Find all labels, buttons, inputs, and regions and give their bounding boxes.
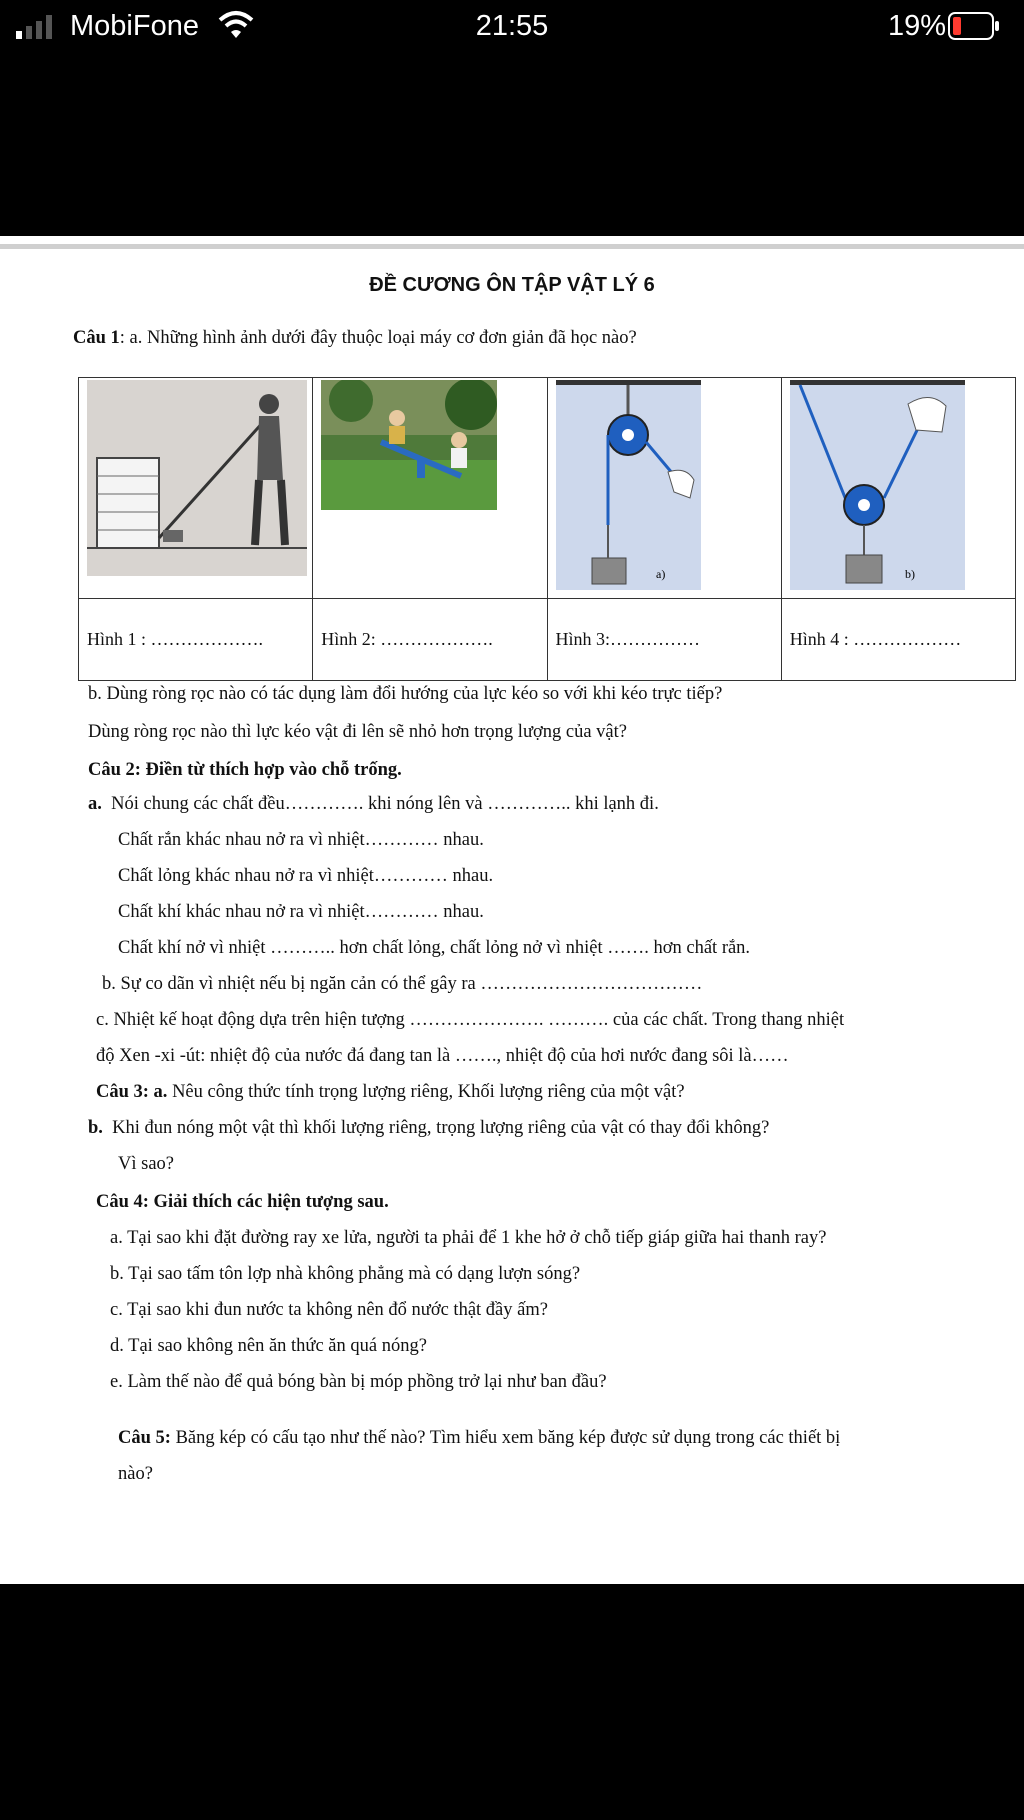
question-2a-line-3: Chất khí khác nhau nở ra vì nhiệt………… nhau.: [118, 902, 484, 922]
page-top-divider: [0, 244, 1024, 249]
question-4-title: Câu 4: Giải thích các hiện tượng sau.: [96, 1192, 389, 1212]
question-1b: b. Dùng ròng rọc nào có tác dụng làm đổi hướng của lực kéo so với khi kéo trực tiếp?: [88, 684, 723, 704]
question-2a-label: a.: [88, 794, 102, 814]
question-2c: c. Nhiệt kế hoạt động dựa trên hiện tượng …………………. ………. của các chất. Trong thang nhiệt: [96, 1010, 845, 1030]
question-4-item-b: b. Tại sao tấm tôn lợp nhà không phẳng mà có dạng lượn sóng?: [110, 1264, 581, 1284]
question-3b-text: Khi đun nóng một vật thì khối lượng riêng, trọng lượng riêng của vật có thay đổi không?: [112, 1118, 770, 1138]
figure-table: [78, 377, 1016, 681]
question-2b: b. Sự co dãn vì nhiệt nếu bị ngăn cản có thể gây ra ………………………………: [102, 974, 703, 994]
question-2a-line-2: Chất lỏng khác nhau nở ra vì nhiệt………… nhau.: [118, 866, 494, 886]
question-3b: [88, 1118, 769, 1139]
figure-b-label: b): [904, 567, 915, 581]
question-3-label: Câu 3: a.: [96, 1082, 168, 1102]
question-1: [73, 328, 637, 349]
figure-cell-2: [313, 378, 547, 599]
question-3: [96, 1082, 685, 1103]
clock: 21:55: [475, 10, 549, 42]
question-2a: [88, 794, 659, 815]
question-4-item-d: d. Tại sao không nên ăn thức ăn quá nóng?: [110, 1336, 427, 1356]
status-bar: [0, 0, 1024, 56]
question-5-2: nào?: [118, 1464, 153, 1484]
question-2c-2: độ Xen -xi -út: nhiệt độ của nước đá đang tan là ……., nhiệt độ của hơi nước đang sôi là……: [96, 1046, 789, 1066]
question-2-title: Câu 2: Điền từ thích hợp vào chỗ trống.: [88, 760, 402, 780]
question-5: [118, 1428, 840, 1449]
question-4-item-c: c. Tại sao khi đun nước ta không nên đổ nước thật đầy ấm?: [110, 1300, 548, 1320]
figure-cell-4: [781, 378, 1015, 599]
figure-caption-2: Hình 2: ……………….: [313, 599, 547, 681]
fixed-pulley-illustration: [556, 380, 701, 590]
battery-icon: [948, 12, 1000, 40]
seesaw-illustration: [321, 380, 497, 510]
question-1b-2: Dùng ròng rọc nào thì lực kéo vật đi lên sẽ nhỏ hơn trọng lượng của vật?: [88, 722, 627, 742]
question-3b-label: b.: [88, 1118, 103, 1138]
figure-cell-1: [79, 378, 313, 599]
question-2a-text: Nói chung các chất đều…………. khi nóng lên và ………….. khi lạnh đi.: [111, 794, 659, 814]
question-4-item-a: a. Tại sao khi đặt đường ray xe lửa, người ta phải để 1 khe hở ở chỗ tiếp giáp giữa hai thanh ray?: [110, 1228, 827, 1248]
figure-caption-4: Hình 4 : ………………: [781, 599, 1015, 681]
question-1-text: : a. Những hình ảnh dưới đây thuộc loại máy cơ đơn giản đã học nào?: [119, 328, 637, 348]
figure-caption-1: Hình 1 : ……………….: [79, 599, 313, 681]
document-title: ĐỀ CƯƠNG ÔN TẬP VẬT LÝ 6: [369, 274, 655, 296]
figure-caption-3: Hình 3:……………: [547, 599, 781, 681]
lever-illustration: [87, 380, 307, 576]
question-2a-line-1: Chất rắn khác nhau nở ra vì nhiệt………… nhau.: [118, 830, 484, 850]
question-5-text: Băng kép có cấu tạo như thế nào? Tìm hiểu xem băng kép được sử dụng trong các thiết bị: [170, 1428, 841, 1448]
document-page: [0, 236, 1024, 1584]
battery-percentage: 19%: [888, 10, 947, 42]
question-3-text: Nêu công thức tính trọng lượng riêng, Khối lượng riêng của một vật?: [167, 1082, 685, 1102]
carrier-name: MobiFone: [70, 10, 199, 42]
question-1-label: Câu 1: [73, 328, 120, 348]
question-3b-2: Vì sao?: [118, 1154, 174, 1174]
question-4-item-e: e. Làm thế nào để quả bóng bàn bị móp phồng trở lại như ban đầu?: [110, 1372, 607, 1392]
figure-a-label: a): [655, 567, 665, 581]
question-5-label: Câu 5:: [118, 1428, 171, 1448]
question-2a-line-4: Chất khí nở vì nhiệt ……….. hơn chất lỏng, chất lỏng nở vì nhiệt ……. hơn chất rắn.: [118, 938, 751, 958]
movable-pulley-illustration: [790, 380, 965, 590]
figure-cell-3: [547, 378, 781, 599]
